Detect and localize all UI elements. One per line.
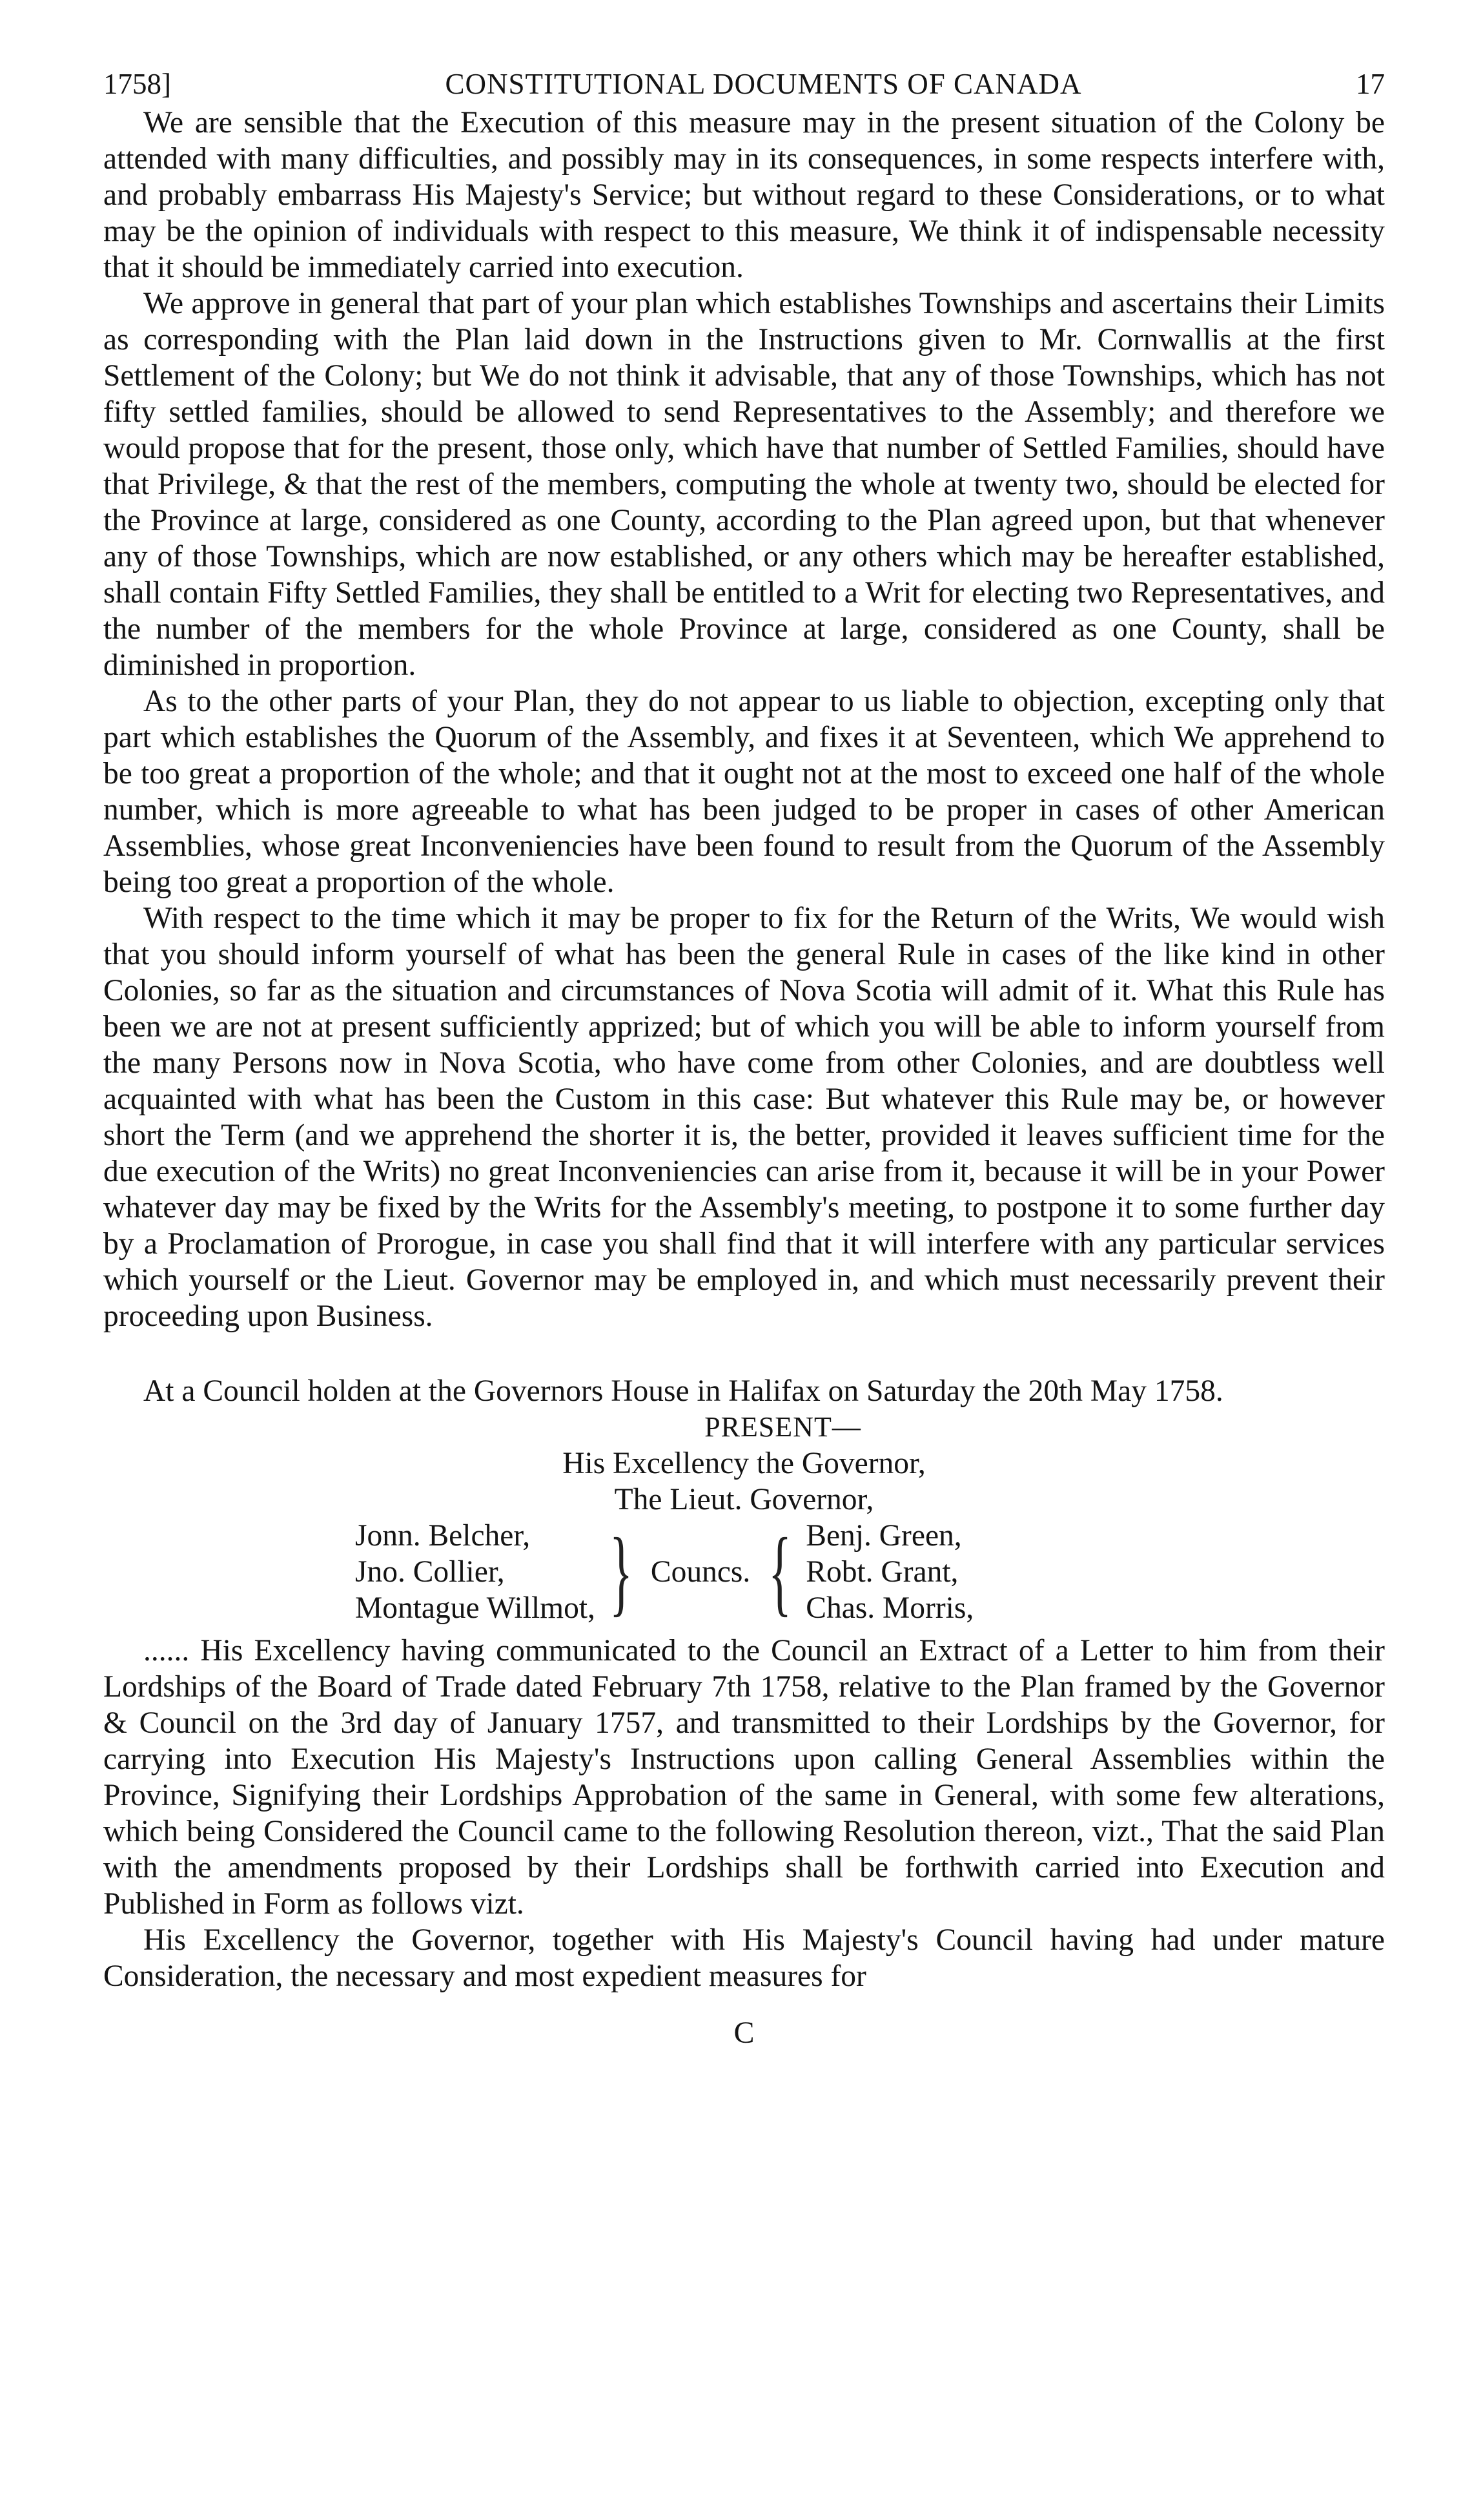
- paragraph: With respect to the time which it may be proper to fix for the Return of the Writs, We would wish that you should inform yourself of what has been the general Rule in cases of the like kind in other Colonies, so far as the situation and circumstances of Nova Scotia will admit of it. What this Rule has been we are not at present sufficiently apprized; but of which you will be able to inform yourself from the many Persons now in Nova Scotia, who have come from other Colonies, and are doubtless well acquainted with what has been the Custom in this case: But whatever this Rule may be, or however short the Term (and we apprehend the shorter it is, the better, provided it leaves sufficient time for the due execution of the Writs) no great Inconveniencies can arise from it, because it will be in your Power whatever day may be fixed by the Writs for the Assembly's meeting, to postpone it to some further day by a Proclamation of Prorogue, in case you shall find that it will interfere with any particular services which yourself or the Lieut. Governor may be employed in, and which must necessarily prevent their proceeding upon Business.: [103, 902, 1385, 1333]
- member-name: Robt. Grant,: [806, 1555, 959, 1589]
- paragraph: As to the other parts of your Plan, they do not appear to us liable to objection, excepting only that part which establishes the Quorum of the Assembly, and fixes it at Seventeen, which We apprehend to be too great a proportion of the whole; and that it ought not at the most to exceed one half of the whole number, which is more agreeable to what has been judged to be proper in cases of other American Assemblies, whose great Inconveniencies have been found to result from the Quorum of the Assembly being too great a proportion of the whole.: [103, 685, 1385, 899]
- right-brace: }: [609, 1518, 633, 1626]
- member-name: Jno. Collier,: [355, 1555, 505, 1589]
- paragraph: His Excellency the Governor, together with His Majesty's Council having had under mature Consideration, the necessary and most expedient measures for: [103, 1923, 1385, 1993]
- paragraph: ...... His Excellency having communicated to the Council an Extract of a Letter to him from their Lordships of the Board of Trade dated February 7th 1758, relative to the Plan framed by the Governor & Council on the 3rd day of January 1757, and transmitted to their Lordships by the Governor, for carrying into Execution His Majesty's Instructions upon calling General Assemblies within the Province, Signifying their Lordships Approbation of the same in General, with some few alterations, which being Considered the Council came to the following Resolution thereon, vizt., That the said Plan with the amendments proposed by their Lordships shall be forthwith carried into Execution and Published in Form as follows vizt.: [103, 1634, 1385, 1921]
- page-number: 17: [1355, 68, 1385, 100]
- signature-mark: C: [733, 2016, 755, 2050]
- council-members: [355, 1518, 1385, 1626]
- present-heading: PRESENT—: [704, 1411, 861, 1443]
- council-intro: At a Council holden at the Governors House in Halifax on Saturday the 20th May 1758.: [143, 1374, 1223, 1408]
- running-header: [103, 65, 1385, 103]
- header-title: CONSTITUTIONAL DOCUMENTS OF CANADA: [445, 68, 1082, 100]
- letter-body: [103, 105, 1385, 1334]
- paragraph: We approve in general that part of your plan which establishes Townships and ascertains their Limits as corresponding with the Plan laid down in the Instructions given to Mr. Cornwallis at the first Settlement of the Colony; but We do not think it advisable, that any of those Townships, which has not fifty settled families, should be allowed to send Representatives to the Assembly; and therefore we would propose that for the present, those only, which have that number of Settled Families, should have that Privilege, & that the rest of the members, computing the whole at twenty two, should be elected for the Province at large, considered as one County, according to the Plan agreed upon, but that whenever any of those Townships, which are now established, or any others which may be hereafter established, shall contain Fifty Settled Families, they shall be entitled to a Writ for electing two Representatives, and the number of the members for the whole Province at large, considered as one County, shall be diminished in proportion.: [103, 287, 1385, 682]
- member-name: Jonn. Belcher,: [355, 1519, 531, 1553]
- member-name: Montague Willmot,: [355, 1591, 595, 1625]
- council-minutes: [103, 1373, 1385, 1994]
- attendee-governor: His Excellency the Governor,: [562, 1447, 926, 1480]
- paragraph: We are sensible that the Execution of this measure may in the present situation of the Colony be attended with many difficulties, and possibly may in its consequences, in some respects interfere with, and probably embarrass His Majesty's Service; but without regard to these Considerations, or to what may be the opinion of individuals with respect to this measure, We think it of indispensable necessity that it should be immediately carried into execution.: [103, 106, 1385, 284]
- member-name: Benj. Green,: [806, 1519, 962, 1553]
- attendee-lieut-governor: The Lieut. Governor,: [614, 1483, 874, 1516]
- member-name: Chas. Morris,: [806, 1591, 974, 1625]
- header-year: 1758]: [103, 68, 171, 100]
- right-members: [806, 1518, 974, 1626]
- councs-label: Councs.: [650, 1555, 751, 1589]
- left-brace: {: [768, 1518, 792, 1626]
- document-page: [103, 65, 1385, 2052]
- left-members: [355, 1518, 595, 1626]
